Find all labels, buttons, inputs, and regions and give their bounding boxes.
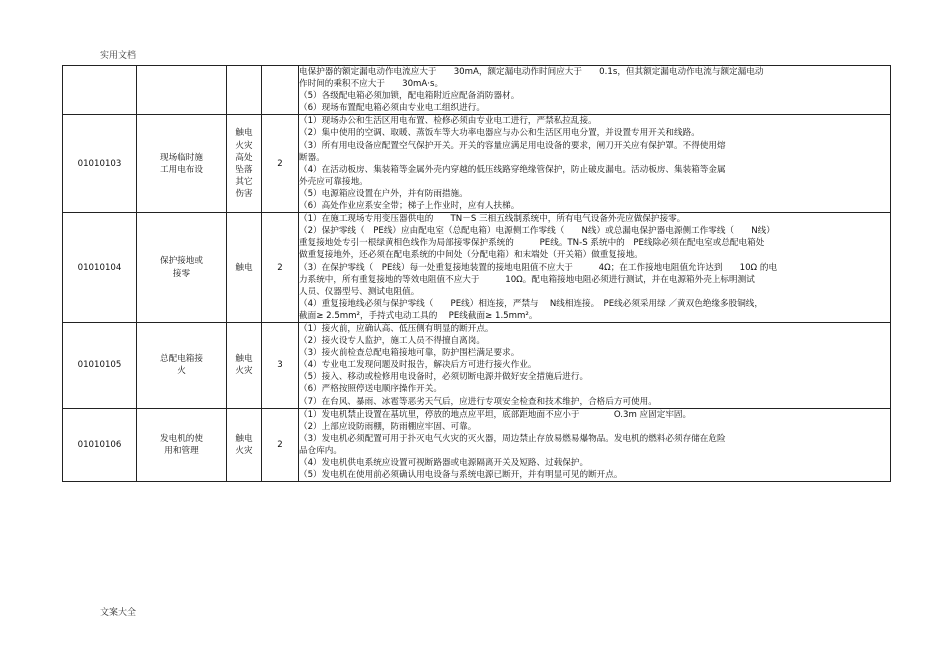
- measure-line: （6）严格按照停送电顺序操作开关。: [299, 384, 442, 395]
- measure-line: （3）在保护零线（ PE线）每一处重复接地装置的接地电阻值不应大于 4Ω；在工作接地电阻值允许达到 10Ω 的电: [299, 262, 778, 273]
- measure-line: （4）在活动板房、集装箱等金属外壳内穿越的低压线路穿绝缘管保护，防止破皮漏电。活动板房、集装箱等金属: [299, 164, 726, 175]
- measure-line: 人员、仪器型号、测试电阻值。: [299, 286, 420, 297]
- measure-line: （2）接火设专人监护，施工人员不得擅自离岗。: [299, 336, 485, 347]
- measure-line: （1）接火前，应确认高、低压侧有明显的断开点。: [299, 323, 494, 334]
- measure-line: （1）现场办公和生活区用电布置、检修必须由专业电工进行，严禁私拉乱接。: [299, 116, 597, 127]
- item-cell: [137, 322, 227, 408]
- safety-measures-table: [62, 65, 891, 482]
- measure-line: 重复接地处专引一根绿黄相色线作为局部接零保护系统的 PE线。TN-S 系统中的 PE线除必须在配电室或总配电箱处: [299, 238, 765, 249]
- code-cell: 01010104: [63, 213, 137, 323]
- hazard-line: 其它: [235, 176, 253, 187]
- measures-cell: [299, 213, 891, 323]
- measure-line: 断器。: [299, 152, 325, 163]
- hazard-cell: [227, 408, 262, 482]
- measure-line: 做重复接地外，还必须在配电系统的中间处（分配电箱）和末端处（开关箱）做重复接地。: [299, 250, 643, 261]
- hazard-line: 坠落: [235, 164, 253, 175]
- measure-line: 外壳应可靠接地。: [299, 176, 368, 187]
- measure-line: （7）在台风、暴雨、冰雹等恶劣天气后，应进行专项安全检查和技术维护，合格后方可使用。: [299, 396, 657, 407]
- item-cell: [137, 66, 227, 115]
- hazard-line: 火灾: [235, 366, 253, 377]
- measures-cell: [299, 322, 891, 408]
- measure-line: （4）发电机供电系统应设置可视断路器或电源隔离开关及短路、过载保护。: [299, 458, 589, 468]
- measures-cell: [299, 66, 891, 115]
- measure-line: （5）接入、移动或检修用电设备时，必须切断电源并做好安全措施后进行。: [299, 372, 589, 383]
- measure-line: （2）上部应设防雨棚，防雨棚应牢固、可靠。: [299, 421, 477, 432]
- measure-line: （3）发电机必须配置可用于扑灭电气火灾的灭火器，周边禁止存放易燃易爆物品。发电机的燃料必须存储在危险: [299, 433, 726, 444]
- item-line: 保护接地或: [160, 256, 203, 267]
- item-line: 火: [177, 366, 186, 377]
- item-line: 工用电布设: [160, 164, 203, 175]
- item-line: 总配电箱接: [160, 354, 203, 365]
- table-row-01010106: [63, 408, 891, 482]
- item-cell: [137, 213, 227, 323]
- measure-line: （2）集中使用的空调、取暖、蒸饭车等大功率电器应与办公和生活区用电分置，并设置专用开关和线路。: [299, 128, 700, 139]
- measures-cell: [299, 408, 891, 482]
- measure-line: 品仓库内。: [299, 445, 342, 456]
- hazard-line: 伤害: [235, 188, 253, 199]
- hazard-cell: [227, 66, 262, 115]
- measure-line: 力系统中，所有重复接地的等效电阻值不应大于 10Ω。配电箱接地电阻必须进行测试，并在电源箱外壳上标明测试: [299, 274, 755, 285]
- measure-line: （2）保护零线（ PE线）应由配电室（总配电箱）电源侧工作零线（ N线）或总漏电保护器电源侧工作零线（ N线）: [299, 226, 775, 237]
- page-footer: 文案大全: [100, 608, 137, 618]
- hazard-cell: [227, 322, 262, 408]
- hazard-line: 触电: [235, 128, 253, 139]
- table-row-01010105: [63, 322, 891, 408]
- code-cell: 01010103: [63, 115, 137, 213]
- item-cell: [137, 408, 227, 482]
- hazard-line: 火灾: [235, 445, 253, 456]
- measure-line: （1）发电机禁止设置在基坑里，停放的地点应平坦，底部距地面不应小于 O.3m 应固定牢固。: [299, 409, 692, 420]
- hazard-line: 触电: [235, 354, 253, 365]
- code-cell: [63, 66, 137, 115]
- item-line: 用和管理: [164, 445, 199, 456]
- level-cell: 2: [262, 213, 299, 323]
- measure-line: 截面≥ 2.5mm²，手持式电动工具的 PE线截面≥ 1.5mm²。: [299, 310, 538, 321]
- measures-cell: [299, 115, 891, 213]
- code-cell: 01010106: [63, 408, 137, 482]
- hazard-line: 触电: [235, 433, 253, 444]
- measure-line: （6）高处作业应系安全带；梯子上作业时，应有人扶梯。: [299, 201, 520, 212]
- item-line: 现场临时施: [160, 152, 203, 163]
- table-row-01010104: [63, 213, 891, 323]
- hazard-cell: [227, 213, 262, 323]
- measure-line: （5）电源箱应设置在户外，并有防雨措施。: [299, 188, 468, 199]
- table-row-01010103: [63, 115, 891, 213]
- item-cell: [137, 115, 227, 213]
- level-cell: 3: [262, 322, 299, 408]
- measure-line: （4）重复接地线必须与保护零线（ PE线）相连接，严禁与 N线相连接。 PE线必须采用绿 ／黄双色绝缘多股铜线，: [299, 298, 763, 309]
- hazard-line: 火灾: [235, 140, 253, 151]
- item-line: 接零: [172, 268, 191, 279]
- measure-line: 电保护器的额定漏电动作电流应大于 30mA，额定漏电动作时间应大于 0.1s，但其额定漏电动作电流与额定漏电动: [299, 67, 764, 77]
- level-cell: [262, 66, 299, 115]
- table-row-continuation: [63, 66, 891, 115]
- measure-line: 作时间的乘积不应大于 30mA·s。: [299, 79, 444, 90]
- item-line: 发电机的使: [160, 433, 203, 444]
- level-cell: 2: [262, 115, 299, 213]
- level-cell: 2: [262, 408, 299, 482]
- measure-line: （4）专业电工发现问题及时报告，解决后方可进行接火作业。: [299, 360, 537, 371]
- measure-line: （1）在施工现场专用变压器供电的 TN－S 三相五线制系统中，所有电气设备外壳应做保护接零。: [299, 214, 686, 225]
- measure-line: （6）现场布置配电箱必须由专业电工组织进行。: [299, 103, 485, 114]
- code-cell: 01010105: [63, 322, 137, 408]
- page-header: 实用文档: [100, 51, 137, 61]
- measure-line: （3）所有用电设备应配置空气保护开关。开关的容量应满足用电设备的要求，闸刀开关应有保护罩。不得使用熔: [299, 140, 726, 151]
- measure-line: （3）接火前检查总配电箱接地可靠，防护围栏满足要求。: [299, 348, 520, 359]
- hazard-cell: [227, 115, 262, 213]
- hazard-line: 高处: [235, 152, 253, 163]
- measure-line: （5）各级配电箱必须加锁，配电箱附近应配备消防器材。: [299, 91, 520, 102]
- hazard-line: 触电: [235, 262, 253, 273]
- measure-line: （5）发电机在使用前必须确认用电设备与系统电源已断开，并有明显可见的断开点。: [299, 470, 623, 481]
